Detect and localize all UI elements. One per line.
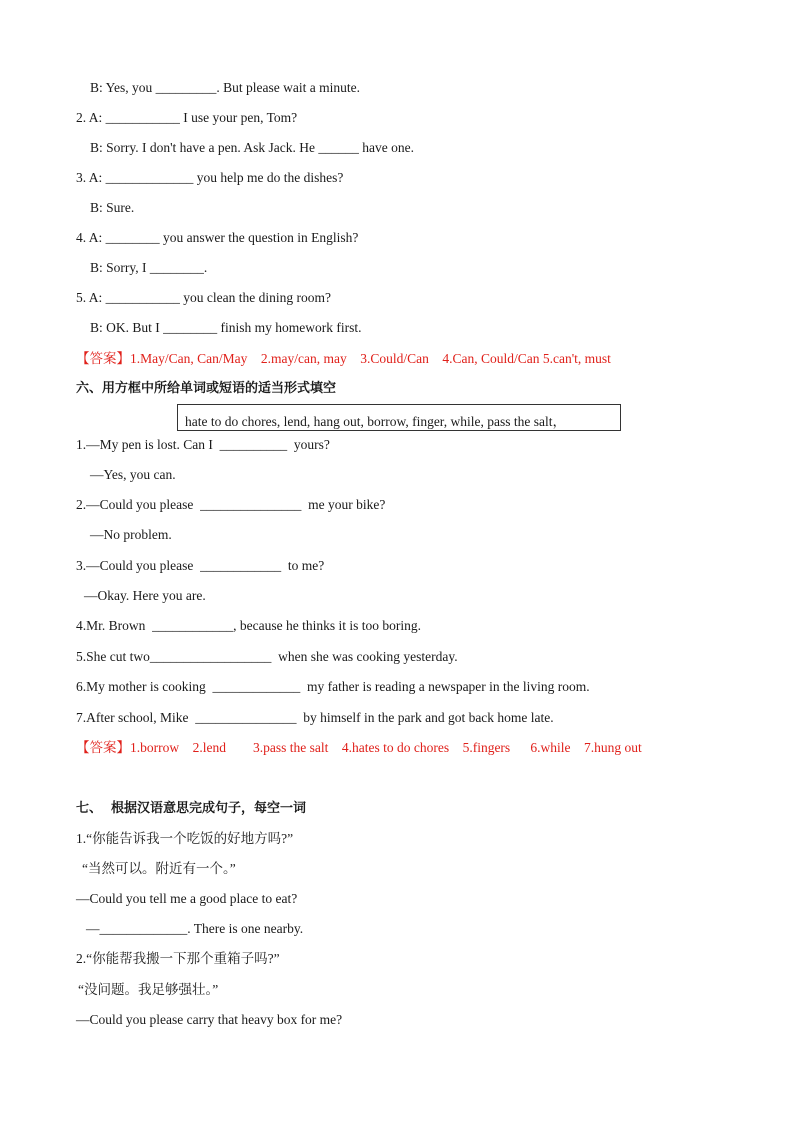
section6-q3: 3.—Could you please ____________ to me? — [76, 558, 325, 573]
question-2-b: B: Sorry. I don't have a pen. Ask Jack. He ______ have one. — [90, 140, 414, 155]
line-b-yes: B: Yes, you _________. But please wait a minute. — [90, 80, 360, 95]
section7-q1-chinese: 1.“你能告诉我一个吃饭的好地方吗?” — [76, 831, 294, 846]
section6-q7: 7.After school, Mike _______________ by himself in the park and got back home late. — [76, 710, 554, 725]
section-6-heading: 六、用方框中所给单词或短语的适当形式填空 — [76, 381, 337, 396]
section7-q2-chinese: 2.“你能帮我搬一下那个重箱子吗?” — [76, 951, 280, 966]
question-3-a: 3. A: _____________ you help me do the dishes? — [76, 170, 344, 185]
section6-q1-reply: —Yes, you can. — [90, 467, 176, 482]
section6-q4: 4.Mr. Brown ____________, because he thinks it is too boring. — [76, 618, 421, 633]
word-box — [177, 404, 621, 431]
section6-q2-reply: —No problem. — [90, 527, 172, 542]
section6-q2: 2.—Could you please _______________ me your bike? — [76, 497, 386, 512]
section6-q1: 1.—My pen is lost. Can I __________ yours? — [76, 437, 330, 452]
section7-q1-english-reply: —_____________. There is one nearby. — [86, 921, 304, 936]
question-5-b: B: OK. But I ________ finish my homework first. — [90, 320, 362, 335]
section7-q2-english: —Could you please carry that heavy box for me? — [76, 1012, 343, 1027]
section7-q2-chinese-reply: “没问题。我足够强壮。” — [78, 982, 219, 997]
section7-q1-english: —Could you tell me a good place to eat? — [76, 891, 298, 906]
question-2-a: 2. A: ___________ I use your pen, Tom? — [76, 110, 298, 125]
word-box-text: hate to do chores, lend, hang out, borrow, finger, while, pass the salt， — [185, 414, 566, 429]
section6-q6: 6.My mother is cooking _____________ my father is reading a newspaper in the living room. — [76, 679, 590, 694]
question-3-b: B: Sure. — [90, 200, 135, 215]
question-4-a: 4. A: ________ you answer the question in English? — [76, 230, 359, 245]
section6-q3-reply: —Okay. Here you are. — [84, 588, 206, 603]
answer-key-5: 【答案】1.May/Can, Can/May 2.may/can, may 3.Could/Can 4.Can, Could/Can 5.can't, must — [76, 351, 611, 366]
section6-q5: 5.She cut two__________________ when she was cooking yesterday. — [76, 649, 458, 664]
question-4-b: B: Sorry, I ________. — [90, 260, 208, 275]
answer-key-6: 【答案】1.borrow 2.lend 3.pass the salt 4.hates to do chores 5.fingers 6.while 7.hung out — [76, 740, 642, 755]
section7-q1-chinese-reply: “当然可以。附近有一个。” — [82, 861, 236, 876]
section-7-heading: 七、 根据汉语意思完成句子，每空一词 — [76, 801, 307, 816]
question-5-a: 5. A: ___________ you clean the dining room? — [76, 290, 331, 305]
